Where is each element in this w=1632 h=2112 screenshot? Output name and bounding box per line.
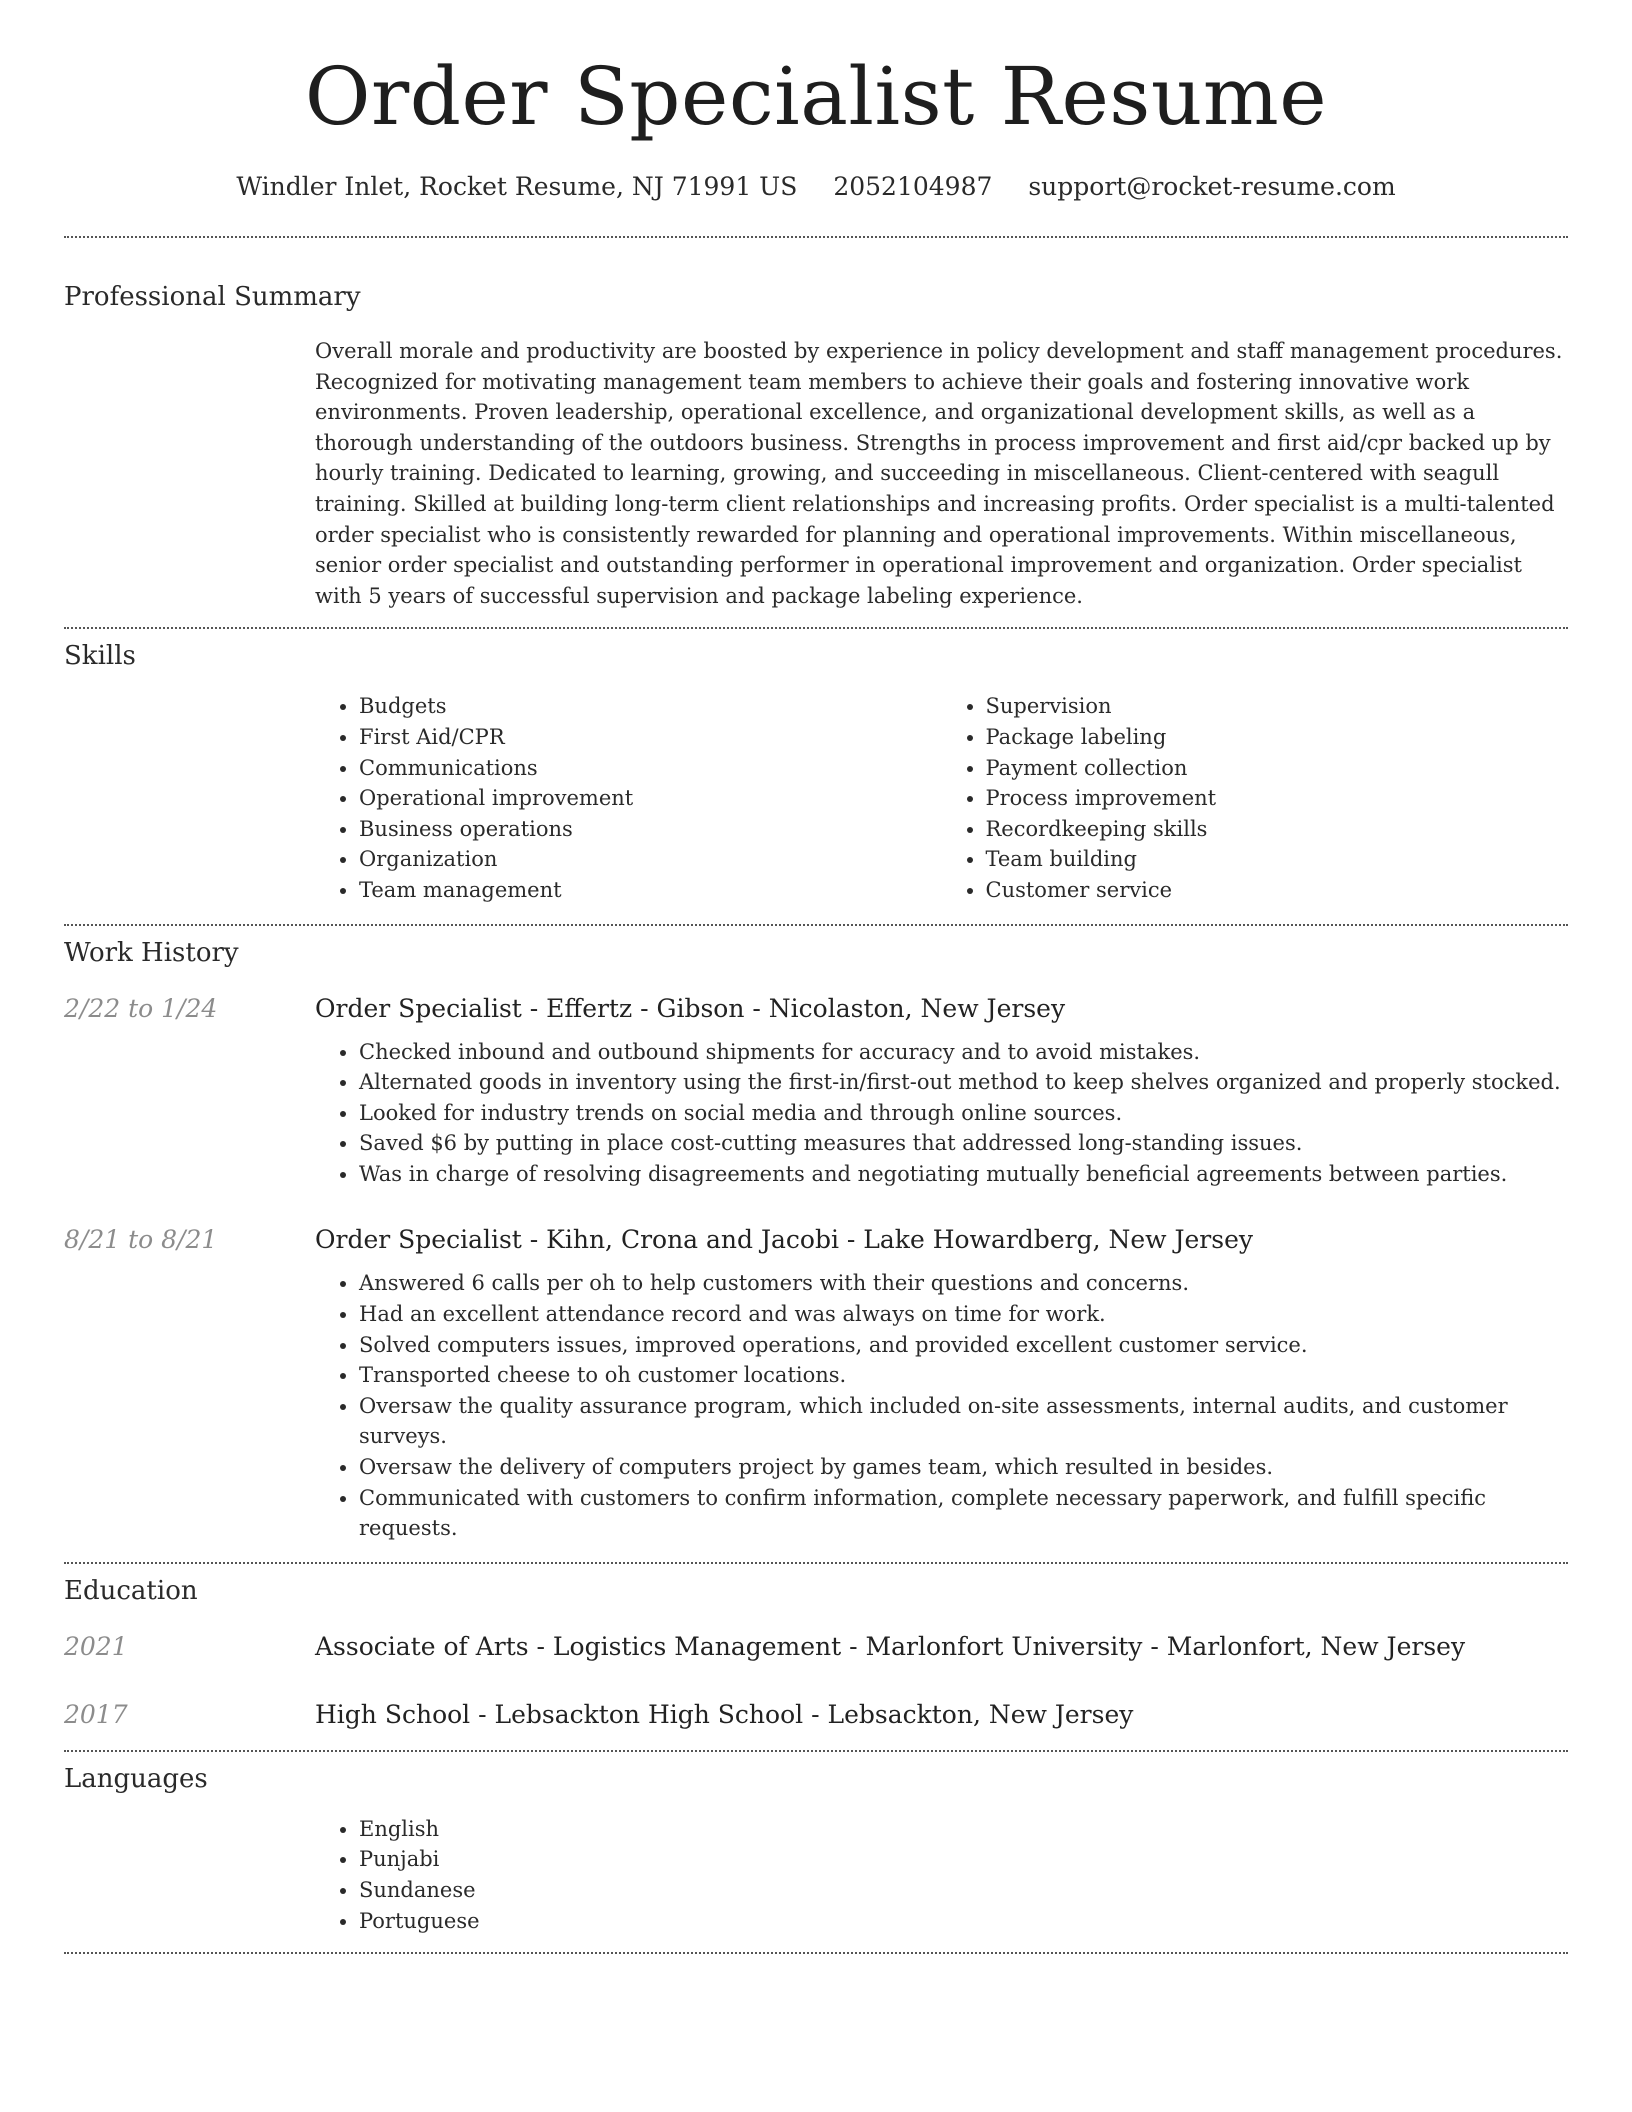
job-bullet: • Transported cheese to oh customer locations. — [359, 1360, 1568, 1391]
work-heading: Work History — [64, 937, 239, 968]
skill-item: • Customer service — [986, 875, 1569, 906]
contact-phone: 2052104987 — [833, 172, 993, 201]
skill-item: • Process improvement — [986, 783, 1569, 814]
education-heading: Education — [64, 1575, 198, 1606]
job-bullet: • Oversaw the quality assurance program, which included on-site assessments, internal audits, and customer surveys. — [359, 1391, 1568, 1452]
languages-list — [315, 1814, 1568, 1936]
skills-columns — [315, 691, 1568, 905]
job-bullet: • Answered 6 calls per oh to help customers with their questions and concerns. — [359, 1268, 1568, 1299]
resume-title: Order Specialist Resume — [304, 50, 1328, 143]
languages-body — [315, 1814, 1568, 1936]
job-bullet: • Alternated goods in inventory using the first-in/first-out method to keep shelves organized and properly stocked. — [359, 1067, 1568, 1098]
contact-address: Windler Inlet, Rocket Resume, NJ 71991 US — [236, 172, 798, 201]
skills-list-left — [315, 691, 942, 905]
skill-item: • Business operations — [359, 814, 942, 845]
summary-heading: Professional Summary — [64, 282, 361, 312]
job-dates: 8/21 to 8/21 — [64, 1225, 218, 1255]
work-section — [64, 926, 1568, 1544]
job-details — [315, 1037, 1568, 1190]
job-bullets — [315, 1268, 1568, 1543]
skill-item: • Package labeling — [986, 722, 1569, 753]
skill-item: • Budgets — [359, 691, 942, 722]
job-dates: 2/22 to 1/24 — [64, 993, 218, 1023]
section-divider — [64, 1952, 1568, 1954]
languages-heading: Languages — [64, 1763, 208, 1794]
job-title: Order Specialist - Effertz - Gibson - Nicolaston, New Jersey — [315, 993, 1066, 1023]
summary-section — [64, 238, 1568, 611]
skills-heading: Skills — [64, 641, 136, 672]
language-item: • Sundanese — [359, 1875, 1568, 1906]
education-entry — [64, 1632, 1568, 1668]
contact-email: support@rocket-resume.com — [1028, 172, 1396, 201]
job-bullet: • Saved $6 by putting in place cost-cutting measures that addressed long-standing issues. — [359, 1128, 1568, 1159]
languages-section — [64, 1752, 1568, 1936]
education-year: 2021 — [64, 1631, 128, 1661]
skills-section — [64, 629, 1568, 905]
education-degree: High School - Lebsackton High School - Lebsackton, New Jersey — [315, 1699, 1134, 1729]
job-bullet: • Oversaw the delivery of computers project by games team, which resulted in besides. — [359, 1452, 1568, 1483]
resume-page — [64, 0, 1568, 1954]
job-bullet: • Had an excellent attendance record and was always on time for work. — [359, 1299, 1568, 1330]
job-header — [64, 994, 1568, 1023]
job-bullet: • Communicated with customers to confirm information, complete necessary paperwork, and fulfill specific requests. — [359, 1483, 1568, 1544]
job-details — [315, 1268, 1568, 1543]
skill-item: • Recordkeeping skills — [986, 814, 1569, 845]
job-bullet: • Looked for industry trends on social media and through online sources. — [359, 1098, 1568, 1129]
skill-item: • Communications — [359, 753, 942, 784]
skill-item: • Operational improvement — [359, 783, 942, 814]
skill-item: • Team building — [986, 844, 1569, 875]
job-title: Order Specialist - Kihn, Crona and Jacobi - Lake Howardberg, New Jersey — [315, 1225, 1253, 1255]
skill-item: • Organization — [359, 844, 942, 875]
education-entry — [64, 1700, 1568, 1736]
skill-item: • Payment collection — [986, 753, 1569, 784]
job-entry — [64, 1225, 1568, 1543]
contact-line — [64, 172, 1568, 202]
job-entry — [64, 994, 1568, 1190]
summary-text: Overall morale and productivity are boosted by experience in policy development and staff management procedures. Recognized for motivating management team members to achieve their goals and fostering innovative work environments. Proven leadership, operational excellence, and organizational development skills, as well as a thorough understanding of the outdoors business. Strengths in process improvement and first aid/cpr backed up by hourly training. Dedicated to learning, growing, and succeeding in miscellaneous. Client-centered with seagull training. Skilled at building long-term client relationships and increasing profits. Order specialist is a multi-talented order specialist who is consistently rewarded for planning and operational improvements. Within miscellaneous, senior order specialist and outstanding performer in operational improvement and organization. Order specialist with 5 years of successful supervision and package labeling experience. — [315, 339, 1563, 608]
job-header — [64, 1225, 1568, 1254]
education-section — [64, 1564, 1568, 1736]
language-item: • Portuguese — [359, 1906, 1568, 1937]
language-item: • English — [359, 1814, 1568, 1845]
job-bullets — [315, 1037, 1568, 1190]
skill-item: • Team management — [359, 875, 942, 906]
job-bullet: • Was in charge of resolving disagreements and negotiating mutually beneficial agreements between parties. — [359, 1159, 1568, 1190]
summary-body — [315, 336, 1568, 611]
job-bullet: • Checked inbound and outbound shipments for accuracy and to avoid mistakes. — [359, 1037, 1568, 1068]
skill-item: • First Aid/CPR — [359, 722, 942, 753]
education-degree: Associate of Arts - Logistics Management - Marlonfort University - Marlonfort, New Jersey — [315, 1631, 1466, 1661]
skill-item: • Supervision — [986, 691, 1569, 722]
education-year: 2017 — [64, 1699, 128, 1729]
language-item: • Punjabi — [359, 1844, 1568, 1875]
job-bullet: • Solved computers issues, improved operations, and provided excellent customer service. — [359, 1330, 1568, 1361]
skills-list-right — [942, 691, 1569, 905]
